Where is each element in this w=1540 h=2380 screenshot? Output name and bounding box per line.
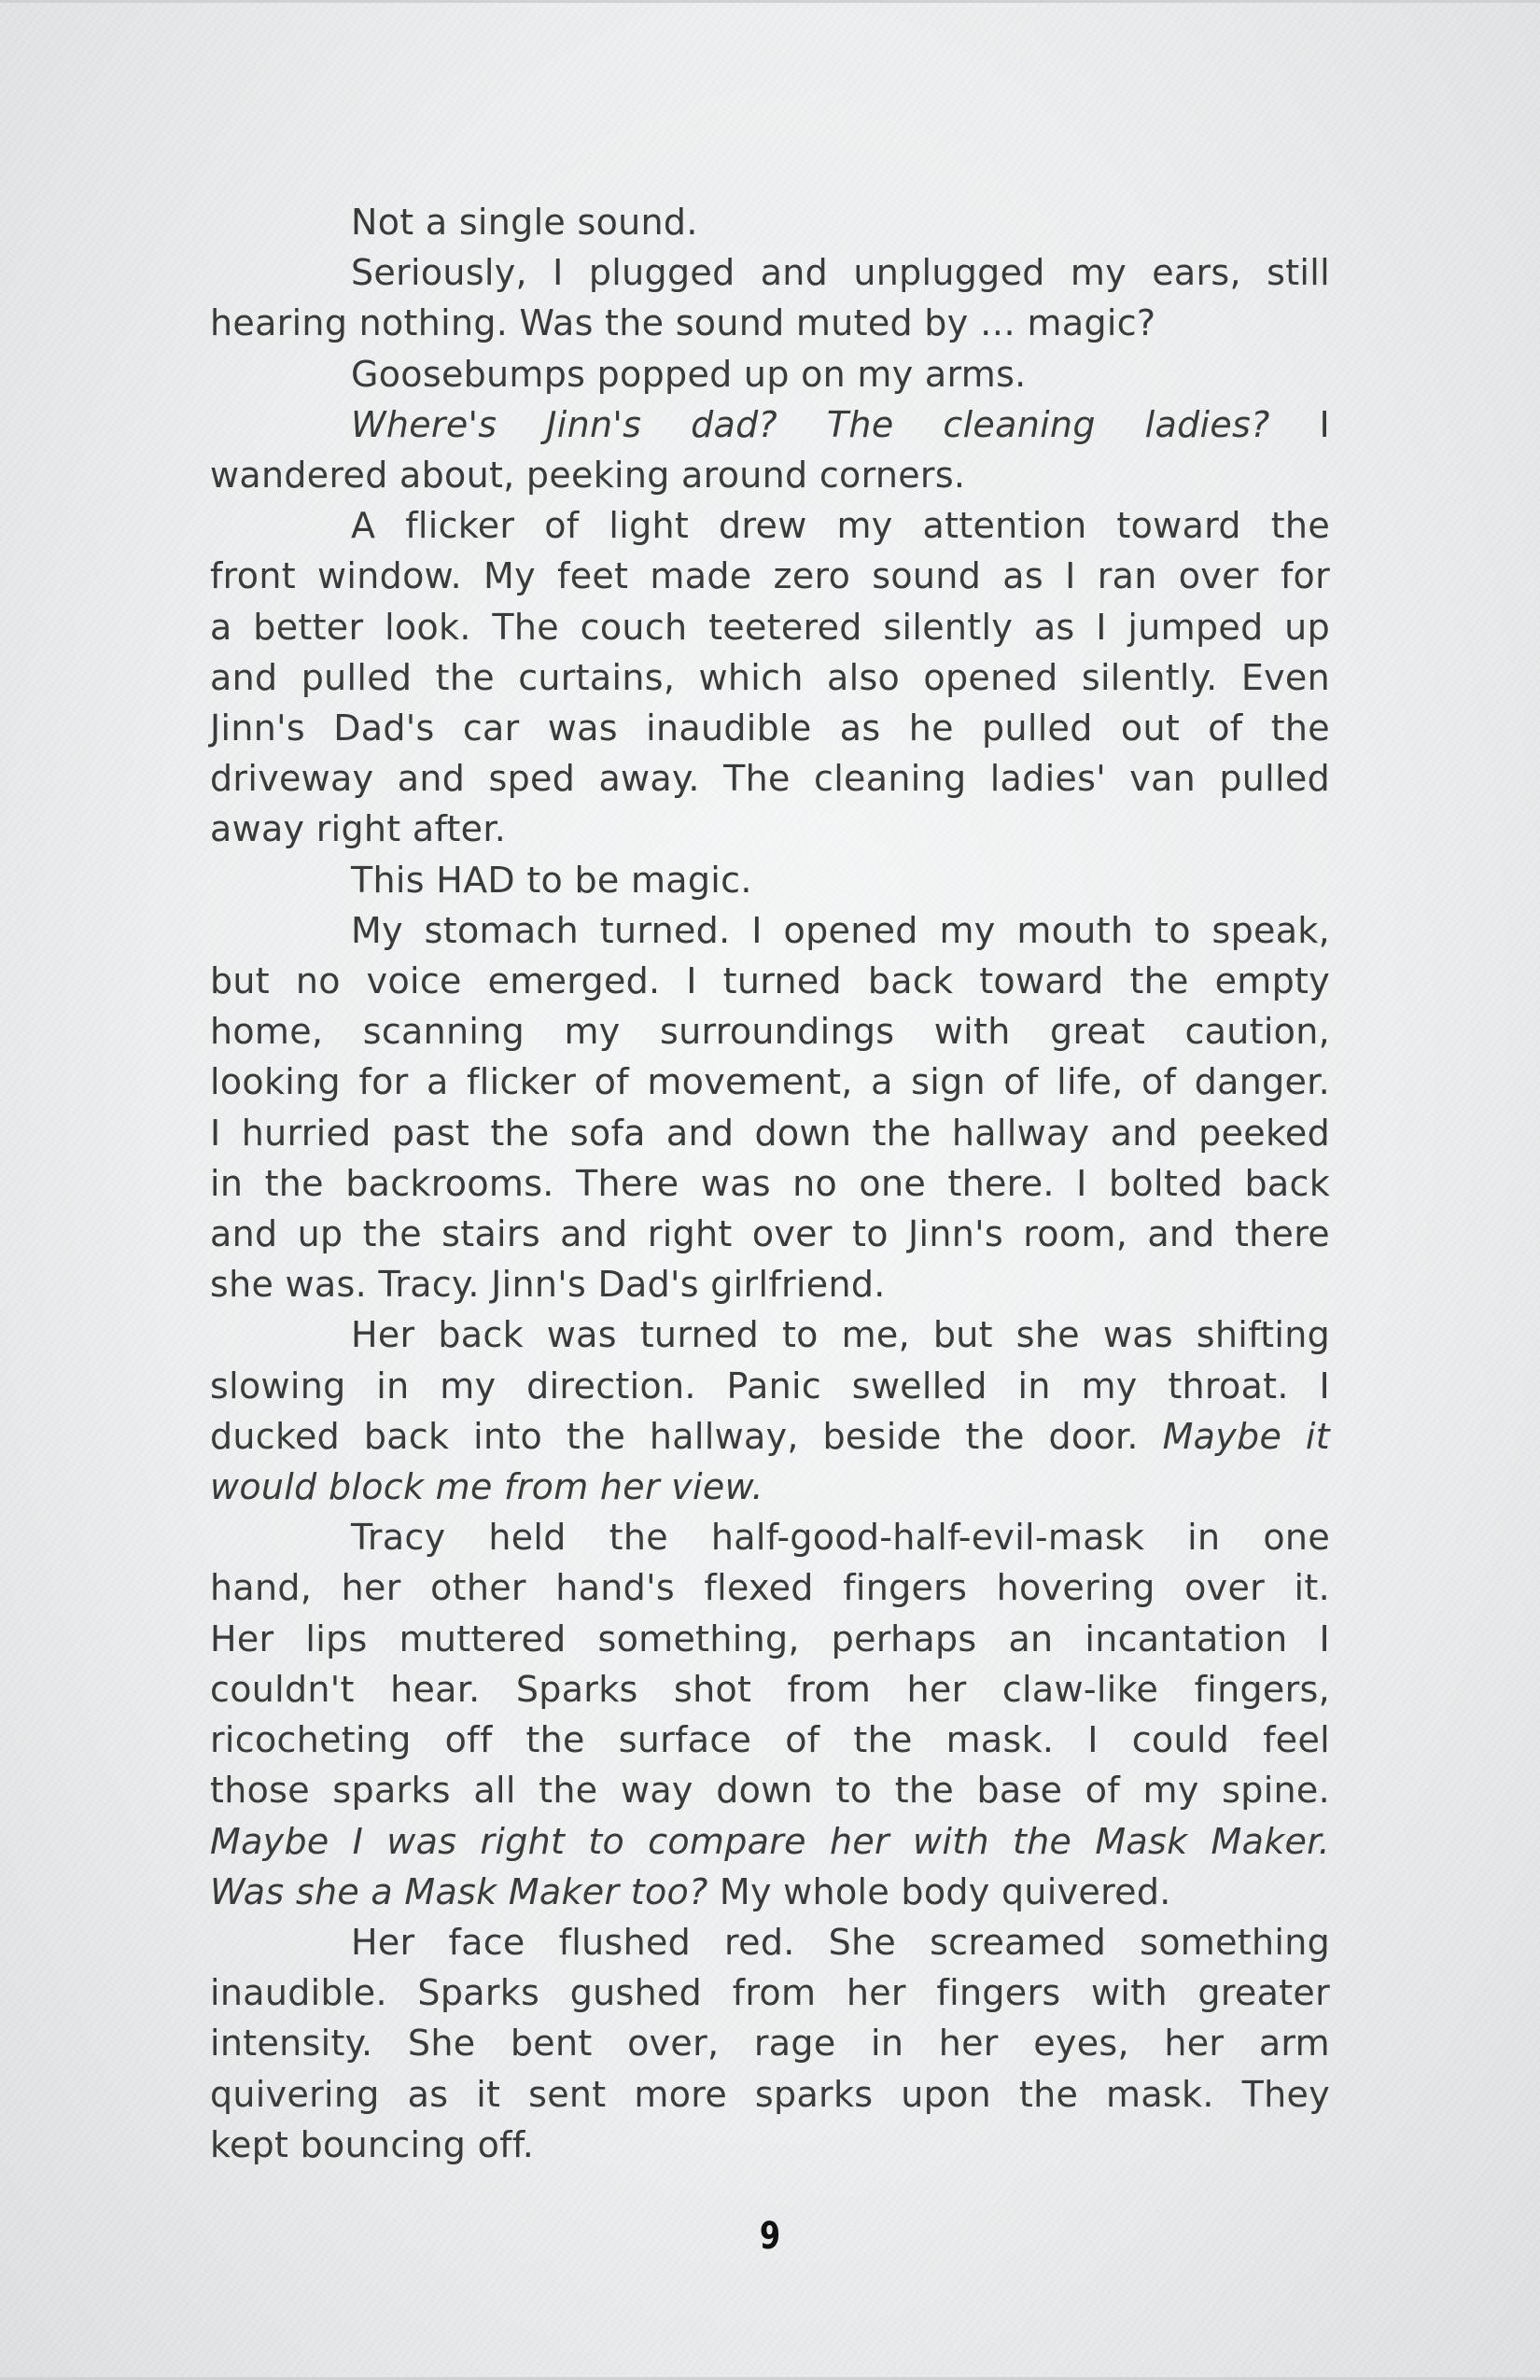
italic-text: Where's Jinn's dad? The cleaning ladies? <box>351 403 1270 445</box>
paragraph <box>210 500 1330 854</box>
text-run: home, scanning my surroundings with great caution, <box>210 1011 1330 1053</box>
body-text <box>210 197 1330 2170</box>
text-line <box>210 349 1330 399</box>
paragraph <box>210 1917 1330 2170</box>
text-line <box>210 1664 1330 1715</box>
text-run: Seriously, I plugged and unplugged my ears, still <box>351 252 1330 294</box>
text-line <box>210 956 1330 1006</box>
text-line <box>210 1867 1330 1917</box>
text-run: kept bouncing off. <box>210 2123 535 2165</box>
text-run: intensity. She bent over, rage in her eyes, her arm <box>210 2023 1330 2065</box>
text-run: and up the stairs and right over to Jinn's room, and there <box>210 1213 1330 1255</box>
text-line <box>210 753 1330 804</box>
page-number: 9 <box>759 2215 781 2258</box>
text-line <box>210 1816 1330 1867</box>
text-run: Her lips muttered something, perhaps an incantation I <box>210 1617 1330 1659</box>
italic-text: Maybe it <box>1162 1415 1330 1457</box>
text-line <box>210 1361 1330 1411</box>
text-run: ducked back into the hallway, beside the door. <box>210 1415 1163 1457</box>
text-line <box>210 1614 1330 1664</box>
text-run: wandered about, peeking around corners. <box>210 455 966 497</box>
text-run: those sparks all the way down to the base of my spine. <box>210 1770 1330 1812</box>
text-run: ricocheting off the surface of the mask. I could feel <box>210 1719 1330 1761</box>
text-line <box>210 1006 1330 1057</box>
paragraph <box>210 399 1330 500</box>
text-line <box>210 1209 1330 1259</box>
text-run: front window. My feet made zero sound as I ran over for <box>210 555 1330 597</box>
text-line <box>210 905 1330 956</box>
text-run: I hurried past the sofa and down the hallway and peeked <box>210 1112 1330 1154</box>
italic-text: Maybe I was right to compare her with the Mask Maker. <box>210 1820 1330 1862</box>
text-line <box>210 1158 1330 1209</box>
text-line <box>210 703 1330 753</box>
text-line <box>210 551 1330 601</box>
text-run: hearing nothing. Was the sound muted by … magic? <box>210 302 1156 344</box>
text-run: couldn't hear. Sparks shot from her claw-like fingers, <box>210 1668 1330 1710</box>
text-run: My stomach turned. I opened my mouth to speak, <box>351 909 1330 951</box>
text-line <box>210 804 1330 854</box>
text-line <box>210 450 1330 500</box>
text-run: but no voice emerged. I turned back toward the empty <box>210 960 1330 1002</box>
italic-text: would block me from her view. <box>210 1466 763 1508</box>
text-run: I <box>1269 403 1331 445</box>
text-run: My whole body quivered. <box>707 1870 1171 1912</box>
text-run: Tracy held the half-good-half-evil-mask in one <box>351 1517 1330 1559</box>
text-line <box>210 652 1330 703</box>
paragraph <box>210 247 1330 348</box>
text-line <box>210 1057 1330 1107</box>
text-line <box>210 1411 1330 1462</box>
text-run: hand, her other hand's flexed fingers hovering over it. <box>210 1567 1330 1609</box>
text-run: driveway and sped away. The cleaning ladies' van pulled <box>210 758 1330 800</box>
text-line <box>210 399 1330 450</box>
text-line <box>210 2018 1330 2068</box>
text-run: This HAD to be magic. <box>351 859 752 901</box>
text-line <box>210 1309 1330 1360</box>
text-line <box>210 1765 1330 1815</box>
paragraph <box>210 197 1330 247</box>
text-line <box>210 2120 1330 2170</box>
text-line <box>210 197 1330 247</box>
text-line <box>210 2069 1330 2120</box>
text-run: slowing in my direction. Panic swelled in my throat. I <box>210 1365 1330 1407</box>
italic-text: Was she a Mask Maker too? <box>210 1870 708 1912</box>
text-run: Goosebumps popped up on my arms. <box>351 353 1027 395</box>
text-line <box>210 247 1330 298</box>
text-run: inaudible. Sparks gushed from her fingers with greater <box>210 1972 1330 2014</box>
paragraph <box>210 1309 1330 1512</box>
text-line <box>210 855 1330 905</box>
text-line <box>210 500 1330 551</box>
text-line <box>210 298 1330 348</box>
text-line <box>210 1562 1330 1613</box>
text-run: in the backrooms. There was no one there. I bolted back <box>210 1162 1330 1204</box>
text-run: quivering as it sent more sparks upon the mask. They <box>210 2073 1330 2115</box>
text-line <box>210 602 1330 652</box>
text-line <box>210 1967 1330 2018</box>
text-run: Her back was turned to me, but she was shifting <box>351 1314 1330 1356</box>
paragraph <box>210 855 1330 905</box>
text-run: she was. Tracy. Jinn's Dad's girlfriend. <box>210 1264 886 1306</box>
text-line <box>210 1917 1330 1967</box>
text-line <box>210 1259 1330 1309</box>
paragraph <box>210 1512 1330 1917</box>
paragraph <box>210 349 1330 399</box>
text-run: Her face flushed red. She screamed something <box>351 1921 1330 1963</box>
text-line <box>210 1715 1330 1765</box>
text-run: A flicker of light drew my attention toward the <box>351 505 1330 547</box>
text-run: Not a single sound. <box>351 202 698 243</box>
text-line <box>210 1462 1330 1512</box>
text-run: Jinn's Dad's car was inaudible as he pulled out of the <box>210 707 1330 749</box>
text-run: away right after. <box>210 808 507 850</box>
paragraph <box>210 905 1330 1310</box>
text-run: looking for a flicker of movement, a sign of life, of danger. <box>210 1061 1330 1103</box>
text-line <box>210 1512 1330 1562</box>
text-run: a better look. The couch teetered silently as I jumped up <box>210 606 1330 648</box>
text-run: and pulled the curtains, which also opened silently. Even <box>210 656 1330 698</box>
text-line <box>210 1108 1330 1158</box>
